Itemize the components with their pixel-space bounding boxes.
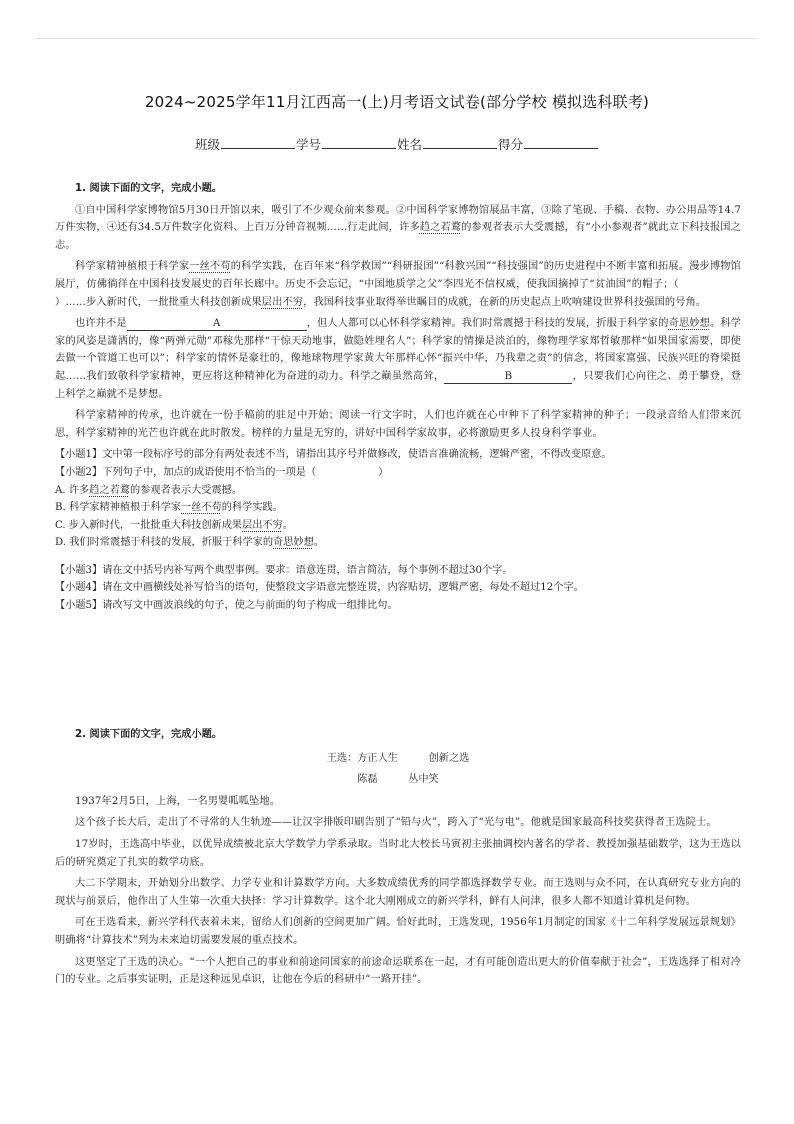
option-c-post: 。 (282, 519, 294, 531)
q1-p2-mid: 的科学实践，在百年来“科学救国”“科研报国”“科教兴国”“科技强国”的历史进程中不断丰富和拓展。漫步博物馆展厅，仿佛徜徉在中国科技发展史的百年长廊中。历史不会忘记，“中国地质学之父”李四光不信权威，使我国摘掉了“贫油国”的帽子；（ (55, 261, 741, 290)
sub-question-2-close: ） (378, 466, 389, 478)
article-authors: 陈磊 丛中笑 (357, 774, 439, 786)
sub-question-2 (55, 464, 741, 482)
q2-paragraph-1: 1937年2月5日，上海，一名男婴呱呱坠地。 (75, 795, 281, 807)
class-blank[interactable] (221, 137, 295, 149)
q1-p3-mid2: 。科学家的风姿是潇洒的，像“两弹元勋”邓稼先那样“干惊天动地事，做隐姓埋名人”；科学家的情操是淡泊的，像物理学家郑哲敏那样“如果国家需要，即使去做一个管道工也可以”；科学家的情怀是豪壮的，像地球物理学家黄大年那样心怀“振兴中华，乃我辈之责”的信念，将国家富强、民族兴旺的脊梁挺起……我们致敬科学家精神，更应将这种精神化为奋进的动力。科学之巅虽然高耸， (55, 318, 742, 382)
sub-question-2-text: 【小题2】下列句子中，加点的成语使用不恰当的一项是（ (55, 466, 317, 478)
option-b-post: 的科学实践。 (221, 502, 283, 514)
sub-question-3: 【小题3】请在文中括号内补写两个典型事例。要求：语意连贯，语言简洁，每个事例不超过30个字。 (55, 564, 513, 576)
exam-title: 2024~2025学年11月江西高一(上)月考语文试卷(部分学校 模拟选科联考) (144, 93, 650, 111)
q1-p3-marked-idiom: 奇思妙想 (668, 318, 710, 330)
question-2 (55, 726, 741, 993)
q1-p3-mid: ，但人人都可以心怀科学家精神。我们时常震撼于科技的发展，折服于科学家的 (306, 318, 669, 330)
q1-p1-text: ①自中国科学家博物馆5月30日开馆以来，吸引了不少观众前来参观。②中国科学家博物馆展品丰富，③除了笔砚、手稿、衣物、办公用品等14.7万件实物，④还有34.5万件数字化资料、上百万分钟音视频……行走此间，许多 (55, 204, 741, 234)
sub-question-5: 【小题5】请改写文中画波浪线的句子，使之与前面的句子构成一组排比句。 (55, 600, 398, 612)
q1-p2-start: 科学家精神植根于科学家 (75, 261, 190, 273)
option-c-idiom: 层出不穷 (242, 519, 283, 531)
option-a (55, 482, 741, 500)
q2-paragraph-5: 可在王选看来，新兴学科代表着未来，留给人们创新的空间更加广阔。恰好此时，王选发现，1956年1月制定的国家《十二年科学发展远景规划》明确将“计算技术”列为未来迫切需要发展的重点技术。 (55, 917, 741, 946)
student-id-blank[interactable] (322, 137, 396, 149)
option-a-idiom: 趋之若鹜 (89, 484, 130, 496)
option-d-pre: D. 我们时常震撼于科技的发展，折服于科学家的 (55, 537, 274, 549)
q1-p1-end: 的参观者表示大受震撼，有“小小参观者”就此立下科技报国之志。 (55, 222, 741, 251)
q1-p2-marked-idiom-1: 一丝不苟 (189, 261, 231, 273)
question-1 (55, 180, 741, 615)
q1-paragraph-1 (55, 202, 741, 255)
student-info-row (0, 135, 794, 153)
q1-p2-marked-idiom-2: 层出不穷 (261, 296, 304, 308)
student-id-label: 学号 (295, 137, 321, 152)
option-d-idiom: 奇思妙想 (273, 537, 314, 549)
option-c (55, 517, 741, 535)
q1-paragraph-2 (55, 258, 741, 311)
q1-p2-end: ，我国科技事业取得举世瞩目的成就，在新的历史起点上吹响建设世界科技强国的号角。 (303, 296, 707, 308)
q2-paragraph-6: 这更坚定了王选的决心。“一个人把自己的事业和前途同国家的前途命运联系在一起，才有可能创造出更大的价值奉献于社会”，王选选择了相对冷门的专业。之后事实证明，正是这种远见卓识，让他在今后的科研中“一路开挂”。 (55, 956, 741, 986)
sub-question-4: 【小题4】请在文中画横线处补写恰当的语句，使整段文字语意完整连贯，内容贴切，逻辑严密，每处不超过12个字。 (55, 582, 584, 594)
top-divider (36, 38, 758, 39)
name-label: 姓名 (397, 137, 423, 152)
q2-paragraph-3: 17岁时，王选高中毕业，以优异成绩被北京大学数学力学系录取。当时北大校长马寅初主张抽调校内著名的学者、教授加强基础数学，这为王选以后的研究奠定了扎实的数学功底。 (55, 838, 741, 868)
q1-p3-end: ，只要我们心向往之、勇于攀登，登上科学之巅就不是梦想。 (55, 370, 741, 400)
score-blank[interactable] (524, 137, 598, 149)
option-b-pre: B. 科学家精神植根于科学家 (55, 502, 182, 514)
article-title: 王选：方正人生 创新之选 (326, 752, 470, 764)
option-c-pre: C. 步入新时代，一批批重大科技创新成果 (55, 519, 243, 531)
q2-paragraph-4: 大二下学期末，开始划分出数学、力学专业和计算数学方向。大多数成绩优秀的同学都选择数学专业。而王选则与众不同，在认真研究专业方向的现状与前景后，他作出了人生第一次重大抉择：学习计算数学。这个北大刚刚成立的新兴学科，鲜有人问津，很多人都不知道计算机是何物。 (55, 878, 741, 907)
option-a-post: 的参观者表示大受震撼。 (129, 484, 243, 496)
option-d-post: 。 (313, 537, 324, 549)
q1-paragraph-4: 科学家精神的传承，也许就在一份手稿前的驻足中开始；阅读一行文字时，人们也许就在心中种下了科学家精神的种子；一段录音给人们带来沉思，科学家精神的光芒也许就在此时散发。榜样的力量是无穷的，讲好中国科学家故事，必将激励更多人投身科学事业。 (55, 410, 741, 439)
q1-p1-marked-idiom: 趋之若鹜 (419, 222, 462, 234)
fill-blank-a[interactable]: A (127, 317, 307, 331)
q1-paragraph-3 (55, 315, 741, 403)
option-b-idiom: 一丝不苟 (181, 502, 222, 514)
option-a-pre: A. 许多 (55, 484, 90, 496)
question-1-heading: 1. 阅读下面的文字，完成小题。 (75, 183, 222, 194)
sub-question-1: 【小题1】文中第一段标序号的部分有两处表述不当，请指出其序号并做修改，使语言准确流畅，逻辑严密，不得改变原意。 (55, 449, 612, 461)
score-label: 得分 (498, 137, 524, 152)
q1-p3-start: 也许并不是 (75, 318, 127, 330)
question-2-heading: 2. 阅读下面的文字，完成小题。 (75, 729, 222, 740)
q2-paragraph-2: 这个孩子长大后，走出了不寻常的人生轨迹——让汉字排版印刷告别了“铅与火”，跨入了“光与电”。他就是国家最高科技奖获得者王选院士。 (75, 817, 717, 829)
q1-p2-mid2: ）……步入新时代，一批批重大科技创新成果 (55, 296, 262, 308)
class-label: 班级 (194, 137, 220, 152)
name-blank[interactable] (423, 137, 497, 149)
fill-blank-b[interactable]: B (444, 370, 572, 384)
option-b (55, 499, 741, 517)
option-d (55, 534, 741, 552)
